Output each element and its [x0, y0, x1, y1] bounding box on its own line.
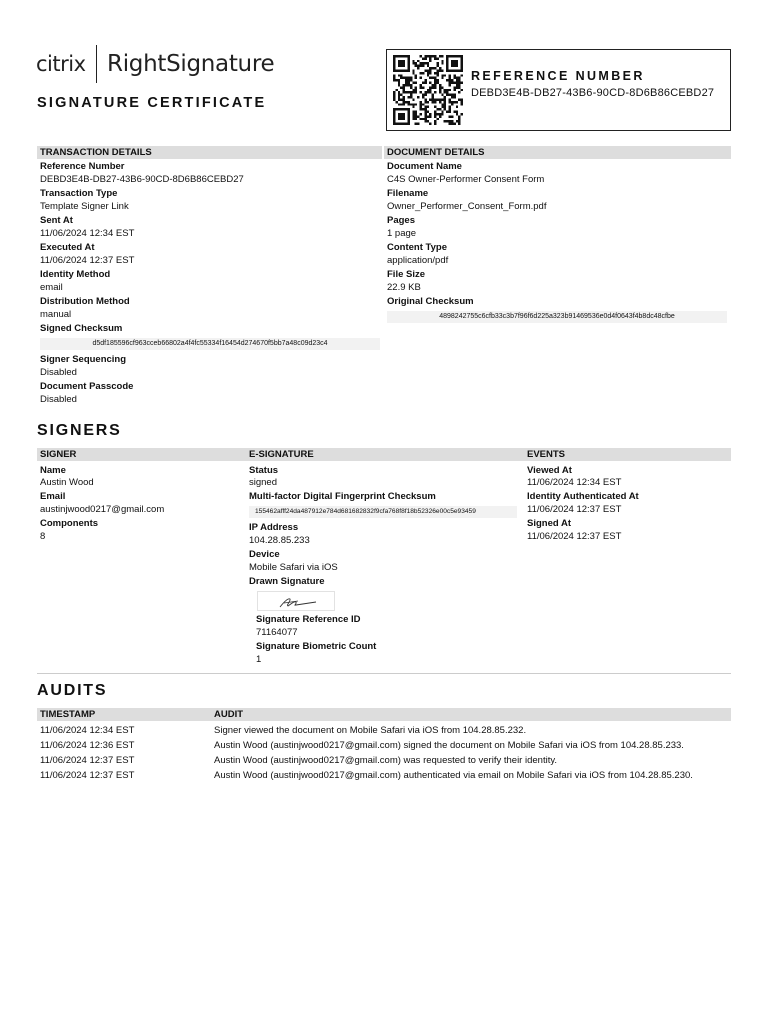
mfa-checksum-label: Multi-factor Digital Fingerprint Checksum	[249, 491, 436, 502]
field-value: DEBD3E4B-DB27-43B6-90CD-8D6B86CEBD27	[40, 174, 244, 185]
field-value: 1 page	[387, 228, 417, 239]
event-value: 11/06/2024 12:37 EST	[527, 531, 622, 542]
field-label: Document Passcode	[40, 381, 134, 392]
field-value: Disabled	[40, 367, 77, 378]
signer-name-label: Name	[40, 465, 66, 476]
event-label: Identity Authenticated At	[527, 491, 639, 502]
field-label: Original Checksum	[387, 296, 474, 307]
audit-text: Austin Wood (austinjwood0217@gmail.com) signed the document on Mobile Safari via iOS from 104.28.85.233.	[214, 740, 684, 751]
field-label: Signed Checksum	[40, 323, 123, 334]
field-label: Signer Sequencing	[40, 354, 127, 365]
field-label: Distribution Method	[40, 296, 130, 307]
device-value: Mobile Safari via iOS	[249, 562, 338, 573]
field-label: Filename	[387, 188, 429, 199]
field-value: 11/06/2024 12:37 EST	[40, 255, 135, 266]
signature-scribble-icon	[258, 592, 336, 612]
status-value: signed	[249, 477, 277, 488]
brand-logo	[36, 44, 274, 84]
ip-address-value: 104.28.85.233	[249, 535, 310, 546]
field-value: 22.9 KB	[387, 282, 421, 293]
event-label: Signed At	[527, 518, 571, 529]
field-value: Owner_Performer_Consent_Form.pdf	[387, 201, 547, 212]
audit-text: Austin Wood (austinjwood0217@gmail.com) authenticated via email on Mobile Safari via iOS from 104.28.85.230.	[214, 770, 693, 781]
esignature-column-header: E-SIGNATURE	[246, 448, 524, 461]
signer-column-header: SIGNER	[37, 448, 246, 461]
drawn-signature-label: Drawn Signature	[249, 576, 325, 587]
signer-name-value: Austin Wood	[40, 477, 94, 488]
audit-timestamp: 11/06/2024 12:37 EST	[40, 755, 135, 766]
reference-number-label: REFERENCE NUMBER	[471, 69, 645, 83]
mfa-checksum-value: 155462afff24da487912e784d681682832f9cfa768f8f18b52326e00c5e93459	[249, 506, 517, 518]
timestamp-column-header: TIMESTAMP	[37, 708, 211, 721]
field-label: Pages	[387, 215, 415, 226]
field-label: Sent At	[40, 215, 73, 226]
original-checksum-value: 4898242755c6cfb33c3b7f96f6d225a323b91469536e0d4f0643f4b8dc48cfbe	[387, 311, 727, 323]
signer-email-value: austinjwood0217@gmail.com	[40, 504, 165, 515]
field-value: C4S Owner-Performer Consent Form	[387, 174, 545, 185]
biometric-count-value: 1	[256, 654, 262, 665]
signer-components-value: 8	[40, 531, 46, 542]
logo-divider	[96, 45, 98, 83]
signed-checksum-value: d5df185596cf963cceb66802a4f4fc55334f16454d274670f5bb7a48c09d23c4	[40, 338, 380, 350]
field-label: File Size	[387, 269, 426, 280]
event-value: 11/06/2024 12:37 EST	[527, 504, 622, 515]
audit-column-header: AUDIT	[211, 708, 731, 721]
signers-title: SIGNERS	[37, 422, 122, 439]
certificate-title: SIGNATURE CERTIFICATE	[37, 95, 267, 111]
field-value: Disabled	[40, 394, 77, 405]
logo-citrix-text: citrix	[36, 52, 86, 76]
signer-components-label: Components	[40, 518, 99, 529]
qr-code-icon	[393, 55, 463, 125]
field-value: manual	[40, 309, 72, 320]
drawn-signature-image	[257, 591, 335, 611]
transaction-details-header: TRANSACTION DETAILS	[37, 146, 382, 159]
field-value: application/pdf	[387, 255, 449, 266]
logo-product-text: RightSignature	[107, 51, 275, 77]
field-label: Content Type	[387, 242, 447, 253]
audit-text: Signer viewed the document on Mobile Safari via iOS from 104.28.85.232.	[214, 725, 527, 736]
field-label: Identity Method	[40, 269, 111, 280]
field-label: Transaction Type	[40, 188, 118, 199]
field-value: 11/06/2024 12:34 EST	[40, 228, 135, 239]
audit-text: Austin Wood (austinjwood0217@gmail.com) was requested to verify their identity.	[214, 755, 558, 766]
section-divider	[37, 673, 731, 674]
audit-timestamp: 11/06/2024 12:37 EST	[40, 770, 135, 781]
signature-reference-label: Signature Reference ID	[256, 614, 361, 625]
field-label: Executed At	[40, 242, 95, 253]
reference-number-value: DEBD3E4B-DB27-43B6-90CD-8D6B86CEBD27	[471, 87, 715, 99]
field-value: email	[40, 282, 63, 293]
audit-timestamp: 11/06/2024 12:36 EST	[40, 740, 135, 751]
device-label: Device	[249, 549, 280, 560]
field-label: Reference Number	[40, 161, 125, 172]
event-label: Viewed At	[527, 465, 572, 476]
audit-timestamp: 11/06/2024 12:34 EST	[40, 725, 135, 736]
signer-email-label: Email	[40, 491, 66, 502]
audits-title: AUDITS	[37, 682, 108, 699]
biometric-count-label: Signature Biometric Count	[256, 641, 377, 652]
document-details-header: DOCUMENT DETAILS	[384, 146, 731, 159]
events-column-header: EVENTS	[524, 448, 731, 461]
status-label: Status	[249, 465, 279, 476]
signature-reference-value: 71164077	[256, 627, 298, 638]
ip-address-label: IP Address	[249, 522, 299, 533]
field-label: Document Name	[387, 161, 462, 172]
event-value: 11/06/2024 12:34 EST	[527, 477, 622, 488]
field-value: Template Signer Link	[40, 201, 129, 212]
